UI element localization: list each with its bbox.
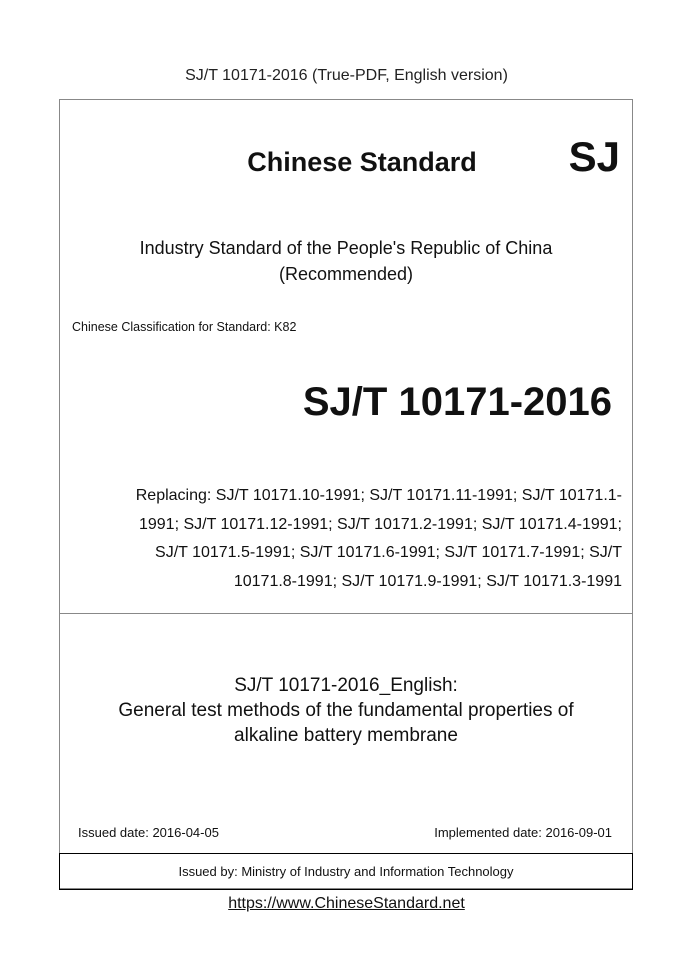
replacing-line: Replacing: SJ/T 10171.10-1991; SJ/T 10171.11-1991; SJ/T 10171.1- xyxy=(135,487,622,504)
replacing-line: 10171.8-1991; SJ/T 10171.9-1991; SJ/T 10171.3-1991 xyxy=(233,572,622,590)
industry-statement xyxy=(60,235,632,287)
english-title-line: alkaline battery membrane xyxy=(234,725,458,746)
replacing-line: SJ/T 10171.5-1991; SJ/T 10171.6-1991; SJ/T 10171.7-1991; SJ/T xyxy=(155,544,622,561)
cover-top-section xyxy=(60,100,632,614)
recommended-line: (Recommended) xyxy=(278,264,414,284)
replacing-line: 1991; SJ/T 10171.12-1991; SJ/T 10171.2-1991; SJ/T 10171.4-1991; xyxy=(138,515,622,533)
cover-title: Chinese Standard xyxy=(247,147,477,177)
issuing-authority: Issued by: Ministry of Industry and Information Technology xyxy=(59,853,633,890)
standard-number: SJ/T 10171-2016 xyxy=(302,380,612,424)
replacing-list xyxy=(82,482,622,596)
standard-abbreviation: SJ xyxy=(568,133,620,180)
english-title xyxy=(60,673,632,748)
issued-date: Issued date: 2016-04-05 xyxy=(78,825,219,840)
cover-middle-section xyxy=(60,613,632,853)
document-header: SJ/T 10171-2016 (True-PDF, English version) xyxy=(185,67,508,84)
classification-code: Chinese Classification for Standard: K82 xyxy=(72,320,297,334)
english-title-line: General test methods of the fundamental properties of xyxy=(118,700,574,721)
cover-frame xyxy=(59,99,633,889)
industry-line: Industry Standard of the People's Republic of China xyxy=(139,238,553,258)
english-title-line: SJ/T 10171-2016_English: xyxy=(234,675,458,696)
website-link[interactable]: https://www.ChineseStandard.net xyxy=(228,895,465,912)
implemented-date: Implemented date: 2016-09-01 xyxy=(434,825,612,840)
